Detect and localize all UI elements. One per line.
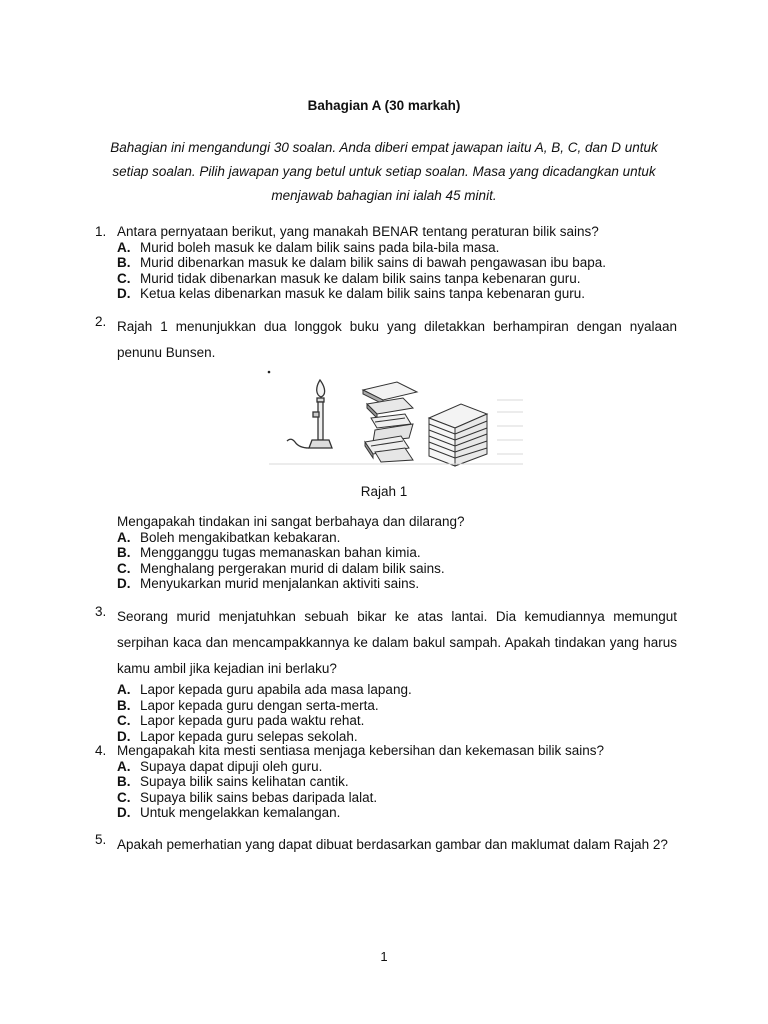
option-text: Murid dibenarkan masuk ke dalam bilik sains di bawah pengawasan ibu bapa.: [140, 255, 607, 270]
question-3: [95, 604, 677, 744]
option-letter: C.: [117, 789, 131, 805]
option-a: [117, 530, 677, 546]
option-list: [117, 759, 677, 821]
option-a: [117, 759, 677, 775]
book-stack-right-icon: [429, 404, 487, 466]
option-text: Mengganggu tugas memanaskan bahan kimia.: [140, 545, 421, 560]
option-text: Menyukarkan murid menjalankan aktiviti sains.: [140, 576, 420, 591]
option-b: [117, 545, 677, 561]
bunsen-burner-icon: [287, 380, 332, 448]
option-b: [117, 774, 677, 790]
option-letter: C.: [117, 560, 131, 576]
option-text: Lapor kepada guru pada waktu rehat.: [140, 713, 365, 728]
option-text: Lapor kepada guru dengan serta-merta.: [140, 697, 379, 713]
question-stem: Rajah 1 menunjukkan dua longgok buku yang diletakkan berhampiran dengan nyalaan penunu Bunsen.: [117, 319, 677, 360]
question-number: 5.: [95, 832, 107, 847]
option-letter: D.: [117, 728, 131, 744]
question-stem: Antara pernyataan berikut, yang manakah BENAR tentang peraturan bilik sains?: [117, 224, 599, 239]
option-c: [117, 271, 677, 287]
option-b: [117, 698, 677, 714]
section-title: Bahagian A (30 markah): [307, 98, 461, 113]
option-list: [117, 682, 677, 744]
option-text: Supaya dapat dipuji oleh guru.: [140, 758, 323, 774]
option-c: [117, 790, 677, 806]
question-stem: Mengapakah kita mesti sentiasa menjaga kebersihan dan kekemasan bilik sains?: [117, 743, 605, 758]
question-number: 1.: [95, 224, 107, 239]
question-number: 3.: [95, 604, 107, 619]
option-letter: A.: [117, 758, 131, 774]
option-d: [117, 729, 677, 745]
option-letter: D.: [117, 805, 131, 820]
question-prompt: Mengapakah tindakan ini sangat berbahaya dan dilarang?: [117, 514, 465, 529]
figure-caption: Rajah 1: [360, 484, 408, 499]
option-text: Ketua kelas dibenarkan masuk ke dalam bilik sains tanpa kebenaran guru.: [140, 286, 586, 301]
option-letter: D.: [117, 576, 131, 591]
figure-bunsen-burner-books: [265, 368, 527, 474]
page-number: 1: [380, 949, 388, 964]
option-list: [117, 240, 677, 302]
option-letter: B.: [117, 697, 131, 713]
option-a: [117, 682, 677, 698]
option-letter: B.: [117, 255, 131, 270]
option-text: Murid tidak dibenarkan masuk ke dalam bilik sains tanpa kebenaran guru.: [140, 270, 581, 286]
option-d: [117, 805, 677, 821]
option-text: Boleh mengakibatkan kebakaran.: [140, 529, 341, 545]
option-d: [117, 576, 677, 592]
option-c: [117, 713, 677, 729]
question-stem: Apakah pemerhatian yang dapat dibuat berdasarkan gambar dan maklumat dalam Rajah 2?: [117, 837, 668, 852]
question-stem: Seorang murid menjatuhkan sebuah bikar ke atas lantai. Dia kemudiannya memungut serpihan kaca dan mencampakkannya ke dalam bakul sampah. Apakah tindakan yang harus kamu ambil jika kejadian ini berlaku?: [117, 609, 677, 676]
option-letter: B.: [117, 545, 131, 560]
option-text: Murid boleh masuk ke dalam bilik sains pada bila-bila masa.: [140, 239, 500, 255]
option-list: [117, 530, 677, 592]
question-number: 4.: [95, 743, 107, 758]
question-2: [95, 314, 677, 366]
book-stack-left-icon: [363, 382, 417, 462]
option-text: Lapor kepada guru selepas sekolah.: [140, 728, 358, 744]
option-text: Supaya bilik sains bebas daripada lalat.: [140, 789, 378, 805]
option-letter: A.: [117, 682, 131, 697]
option-letter: B.: [117, 774, 131, 789]
section-instructions: Bahagian ini mengandungi 30 soalan. Anda diberi empat jawapan iaitu A, B, C, dan D untuk setiap soalan. Pilih jawapan yang betul untuk setiap soalan. Masa yang dicadangkan untuk menjawab bahagian ini ialah 45 minit.: [110, 140, 658, 203]
question-5: [95, 832, 677, 858]
option-a: [117, 240, 677, 256]
option-letter: A.: [117, 529, 131, 545]
option-d: [117, 286, 677, 302]
option-text: Menghalang pergerakan murid di dalam bilik sains.: [140, 560, 445, 576]
question-2-prompt: [95, 514, 677, 592]
question-4: [95, 743, 677, 821]
option-text: Supaya bilik sains kelihatan cantik.: [140, 774, 349, 789]
option-b: [117, 255, 677, 271]
option-letter: D.: [117, 286, 131, 301]
option-letter: A.: [117, 239, 131, 255]
question-1: [95, 224, 677, 302]
option-letter: C.: [117, 713, 131, 728]
option-letter: C.: [117, 270, 131, 286]
option-c: [117, 561, 677, 577]
option-text: Lapor kepada guru apabila ada masa lapang.: [140, 682, 412, 697]
option-text: Untuk mengelakkan kemalangan.: [140, 805, 341, 820]
question-number: 2.: [95, 314, 107, 329]
